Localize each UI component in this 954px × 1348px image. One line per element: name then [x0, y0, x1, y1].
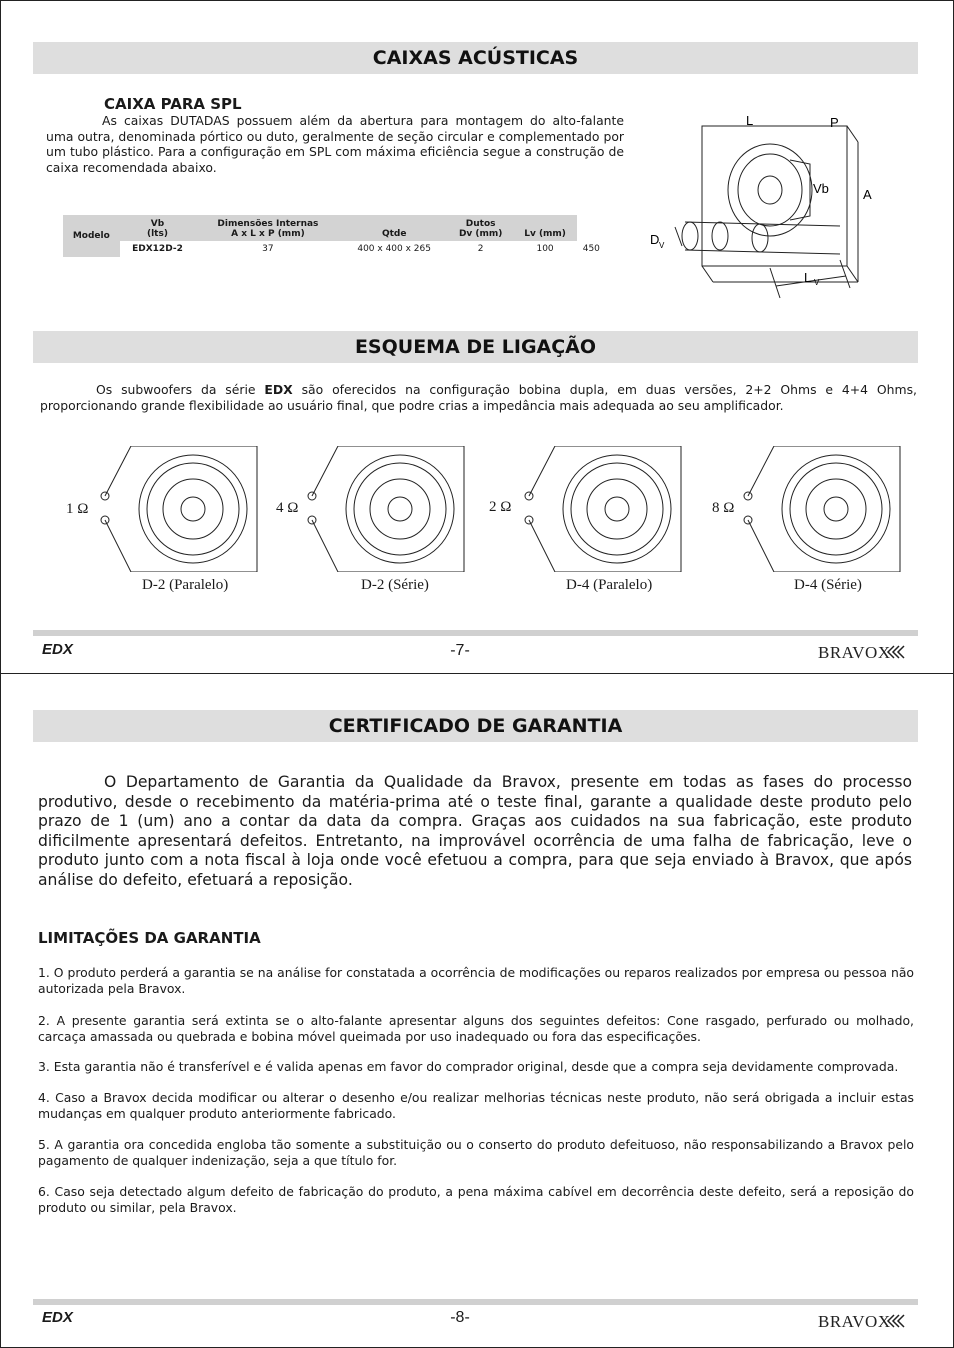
section-title-certificado: CERTIFICADO DE GARANTIA — [33, 710, 918, 742]
footer-band — [33, 630, 918, 636]
spl-heading: CAIXA PARA SPL — [104, 95, 242, 113]
wiring-paragraph: Os subwoofers da série EDX são oferecidos na configuração bobina dupla, em duas versões, 2+2 Ohms e 4+4 Ohms, proporcionando grande flexibilidade ao usuário final, que podre crias a impedância mais adequada ao seu amplificador. — [40, 382, 917, 413]
caption-3: D-4 (Paralelo) — [566, 577, 653, 593]
spl-table — [63, 215, 606, 257]
limit-item-6: 6. Caso seja detectado algum defeito de fabricação do produto, a pena máxima cabível em decorrência deste defeito, será a reposição do produto ou similar, pela Bravox. — [38, 1184, 914, 1215]
ohm-4: 8 Ω — [712, 500, 735, 516]
cell-qtde: 2 — [477, 244, 484, 254]
section-title-esquema: ESQUEMA DE LIGAÇÃO — [33, 331, 918, 363]
svg-text:BRAVOX: BRAVOX — [818, 1312, 891, 1331]
col-vb: Vb (lts) — [120, 215, 196, 241]
cell-vb: 37 — [262, 244, 274, 254]
bravox-logo-bottom — [818, 1309, 910, 1331]
label-dv-sub: V — [659, 241, 665, 250]
section-title-caixas: CAIXAS ACÚSTICAS — [33, 42, 918, 74]
footer-band-bottom — [33, 1299, 918, 1305]
col-modelo: Modelo — [63, 215, 120, 257]
col-dimensoes: Dimensões Internas A x L x P (mm) — [195, 215, 340, 241]
ohm-2: 4 Ω — [276, 500, 299, 516]
limit-item-2: 2. A presente garantia será extinta se o alto-falante apresentar alguns dos seguintes defeitos: Cone rasgado, perfurado ou molhado, carcaça amassada ou quebrada e bobina móvel queimada por uso inadequado ou fora das especificações. — [38, 1013, 914, 1044]
wiring-diagram-4 — [738, 446, 908, 572]
page-number: -7- — [450, 642, 470, 659]
wiring-diagram-3 — [519, 446, 689, 572]
wiring-diagram-1 — [95, 446, 265, 572]
svg-text:BRAVOX: BRAVOX — [818, 643, 891, 662]
cell-dv: 100 — [536, 244, 554, 254]
limit-item-5: 5. A garantia ora concedida engloba tão somente a substituição ou o conserto do produto defeituoso, não responsabilizando a Bravox pelo pagamento de qualquer indenização, seja a que título for. — [38, 1137, 914, 1168]
page-number-bottom: -8- — [450, 1309, 470, 1326]
col-dutos: Dutos Dv (mm) — [448, 215, 514, 241]
spl-paragraph: As caixas DUTADAS possuem além da abertura para montagem do alto-falante uma outra, denominada pórtico ou duto, geralmente de seção circular e complementado por um tubo plástico. Para a configuração em SPL com máxima eficiência segue a construção de caixa recomendada abaixo. — [46, 113, 624, 175]
warranty-intro: O Departamento de Garantia da Qualidade da Bravox, presente em todas as fases do processo produtivo, desde o recebimento da matéria-prima até o teste final, garante a qualidade deste produto pelo prazo de 1 (um) ano a contar da data da compra. Graças aos cuidados na sua fabricação, este produto dificilmente apresentará defeitos. Entretanto, na improvável ocorrência de uma falha de fabricação, leve o produto junto com a nota fiscal à loja onde você efetuou a compra, para que seja enviado à Bravox, que após análise do defeito, efetuará a reposição. — [38, 773, 912, 889]
ohm-1: 1 Ω — [66, 501, 89, 517]
cell-dim: 400 x 400 x 265 — [357, 244, 431, 254]
box-diagram — [640, 110, 880, 310]
col-lv: Lv (mm) — [513, 215, 576, 241]
cell-lv: 450 — [582, 244, 600, 254]
limit-item-4: 4. Caso a Bravox decida modificar ou alterar o desenho e/ou realizar melhorias técnicas neste produto, não será obrigada a incluir estas mudanças em qualquer produto anteriormente fabricado. — [38, 1090, 914, 1121]
limit-item-1: 1. O produto perderá a garantia se na análise for constatada a ocorrência de modificações ou reparos realizados por empresa ou pessoa não autorizada pela Bravox. — [38, 965, 914, 996]
limits-heading: LIMITAÇÕES DA GARANTIA — [38, 929, 261, 947]
limit-item-3: 3. Esta garantia não é transferível e é valida apenas em favor do comprador original, desde que a compra seja devidamente comprovada. — [38, 1059, 899, 1074]
footer-model: EDX — [42, 641, 73, 658]
caption-1: D-2 (Paralelo) — [142, 577, 229, 593]
label-l: L — [746, 113, 754, 128]
label-a: A — [863, 187, 872, 202]
ohm-3: 2 Ω — [489, 499, 512, 515]
label-lv-sub: V — [814, 278, 820, 287]
cell-modelo: EDX12D-2 — [132, 244, 183, 254]
label-dv: D — [650, 232, 660, 247]
bravox-logo — [818, 640, 910, 662]
label-vb: Vb — [813, 181, 829, 196]
wiring-diagram-2 — [302, 446, 472, 572]
caption-2: D-2 (Série) — [361, 577, 429, 593]
label-p: P — [830, 115, 839, 130]
footer-model-bottom: EDX — [42, 1309, 73, 1326]
table-row — [63, 241, 606, 257]
caption-4: D-4 (Série) — [794, 577, 862, 593]
label-lv: L — [804, 270, 812, 285]
col-qtde: Qtde — [341, 215, 448, 241]
